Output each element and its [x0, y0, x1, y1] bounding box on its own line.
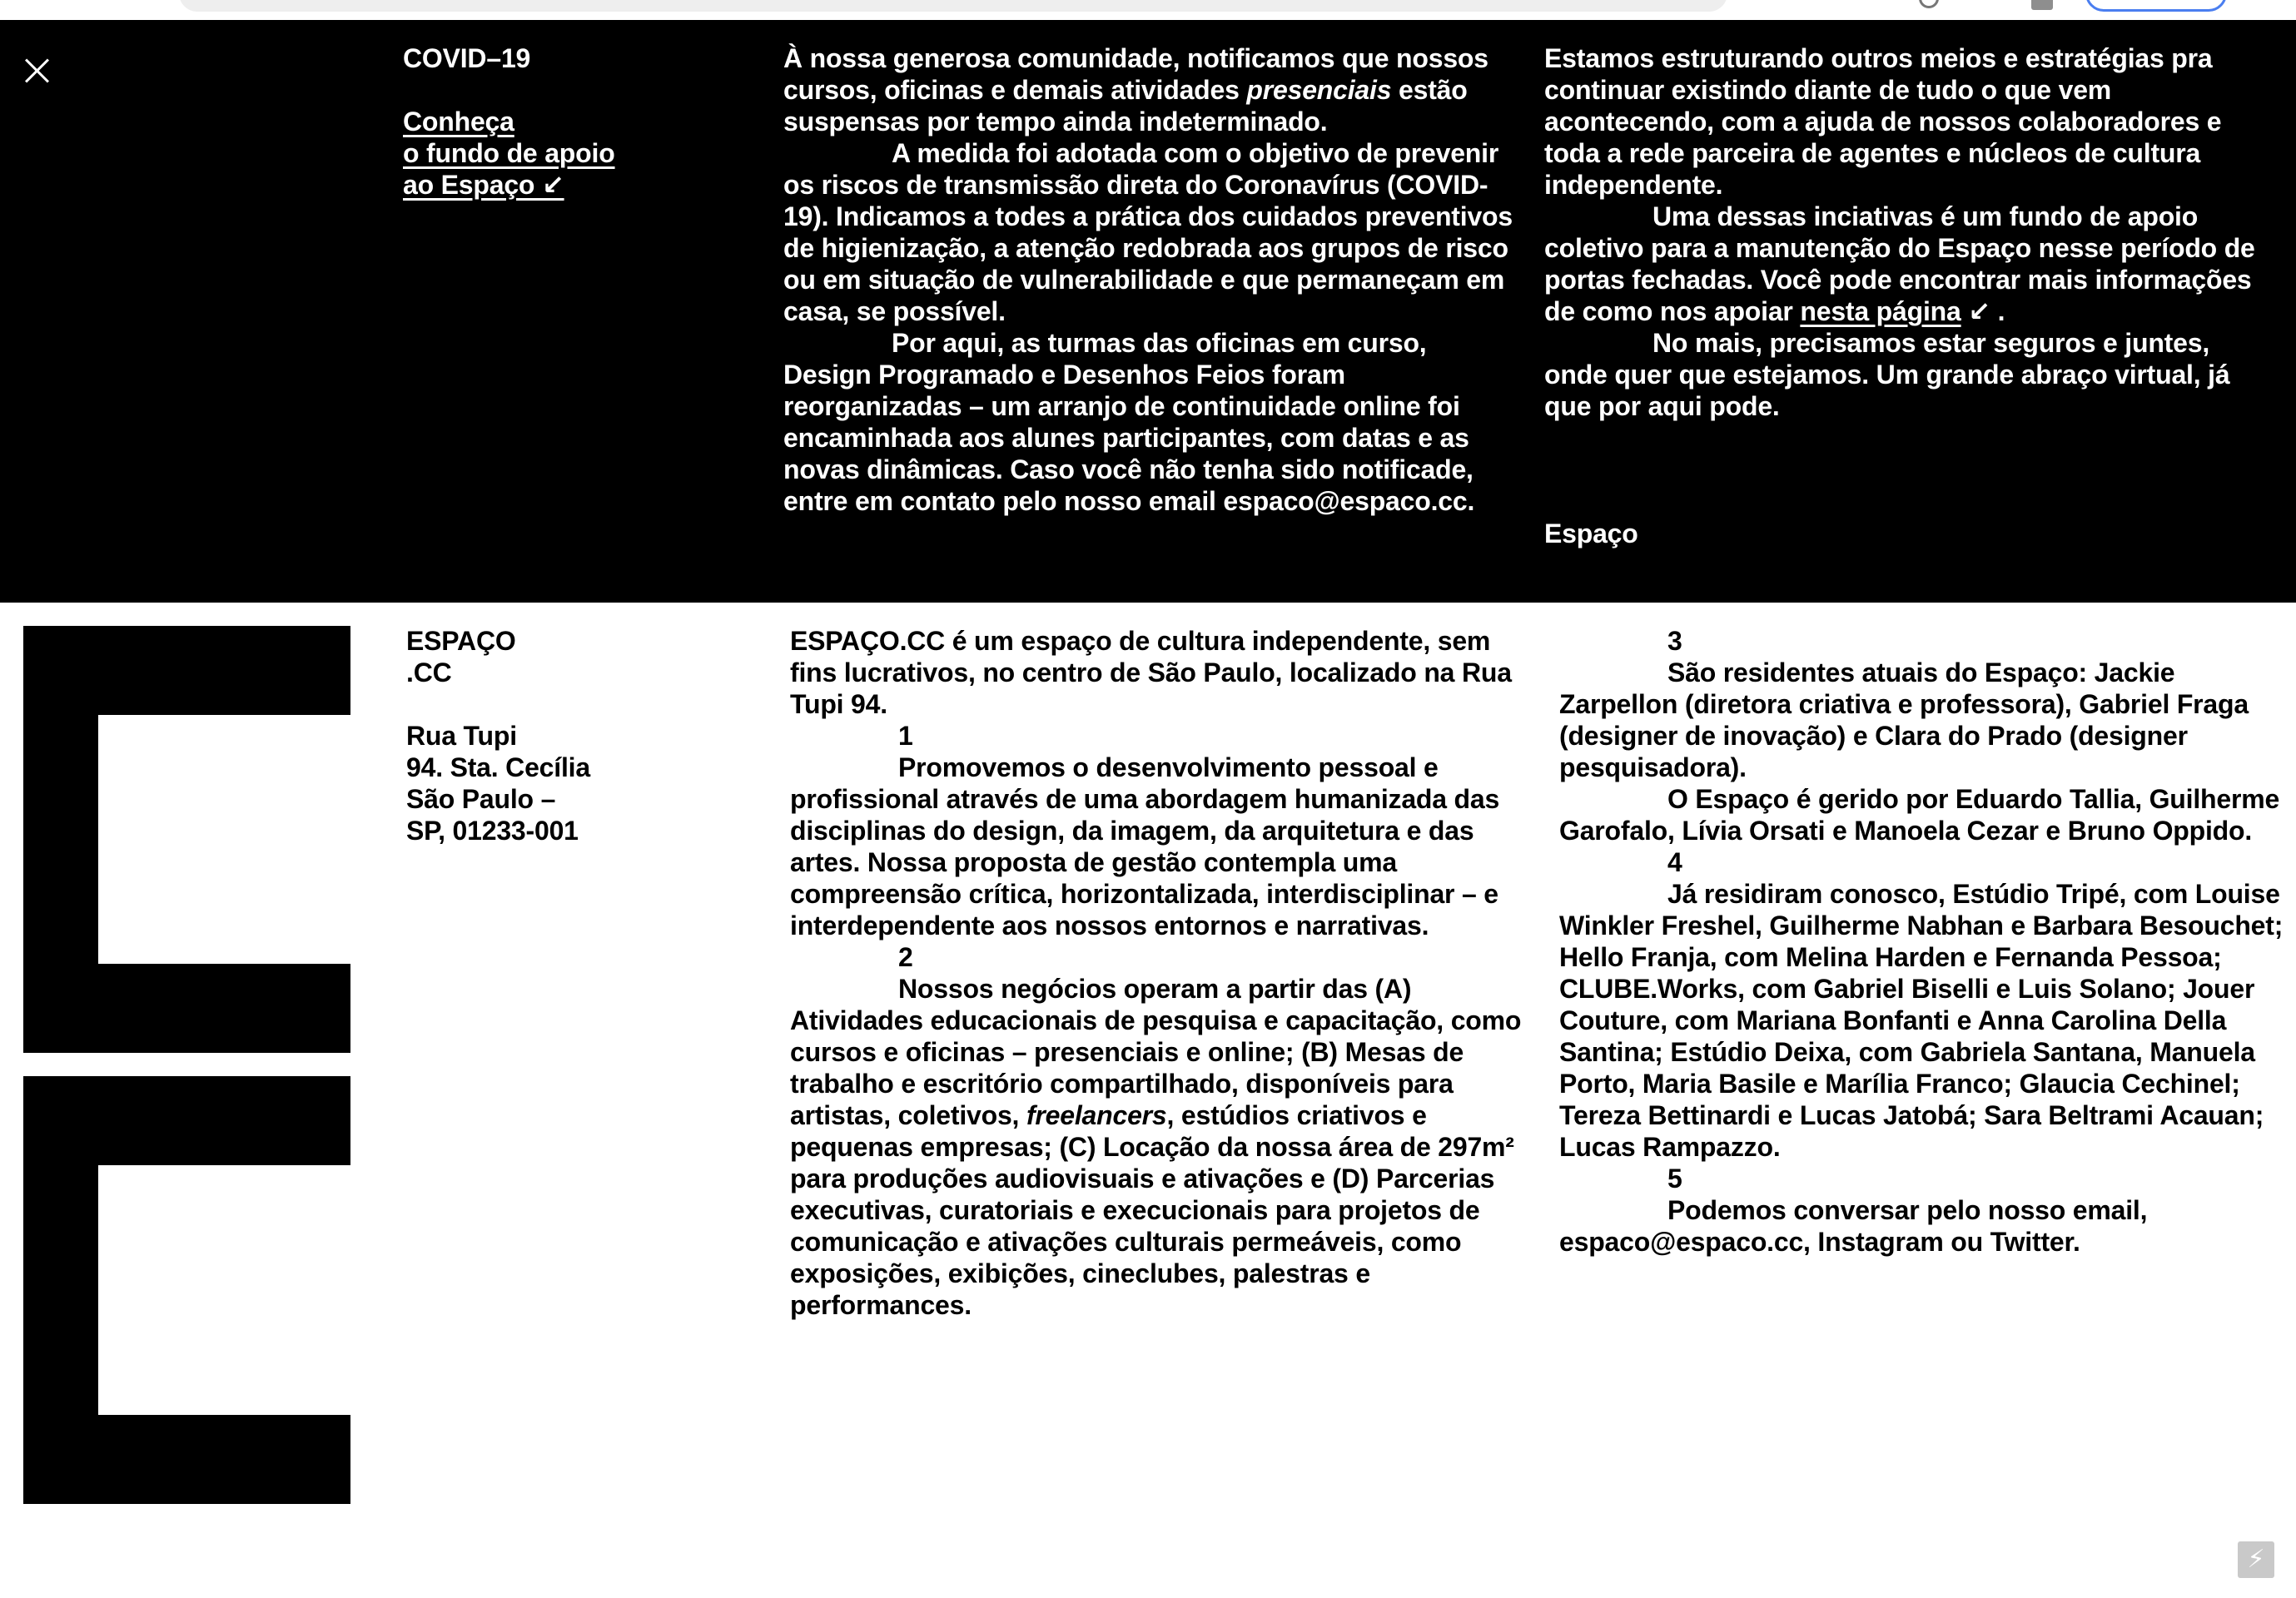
management-paragraph: O Espaço é gerido por Eduardo Tallia, Guilherme Garofalo, Lívia Orsati e Manoela Cezar e Bruno Oppido. [1559, 784, 2280, 846]
about-emphasis: freelancers [1026, 1100, 1167, 1130]
section-number: 1 [898, 721, 913, 751]
notice-emphasis: presenciais [1246, 75, 1392, 105]
about-column [790, 625, 1523, 1321]
contact-paragraph: Podemos conversar pelo nosso email, espaco@espaco.cc, Instagram ou Twitter. [1559, 1195, 2148, 1257]
section-number: 3 [1667, 626, 1682, 656]
support-paragraph: No mais, precisamos estar seguros e juntes, onde quer que estejamos. Um grande abraço virtual, já que por aqui pode. [1544, 328, 2230, 421]
fund-link[interactable] [403, 106, 753, 201]
about-paragraph [790, 973, 1523, 1321]
close-icon[interactable] [23, 57, 50, 84]
brand-name: ESPAÇO [406, 626, 516, 656]
section-number: 4 [1667, 847, 1682, 877]
profile-button[interactable] [2085, 0, 2227, 12]
address-line: Rua Tupi [406, 721, 517, 751]
fund-link-line: ao Espaço ↙ [403, 170, 564, 200]
browser-toolbar [0, 0, 2296, 20]
fund-link-line: o fundo de apoio [403, 138, 615, 168]
extension-badge-icon[interactable] [2031, 0, 2053, 10]
address-column [406, 625, 756, 846]
notice-text: À nossa generosa comunidade, notificamos que nossos cursos, oficinas e demais atividades [783, 43, 1488, 105]
about-text: , estúdios criativos e pequenas empresas; (C) Locação da nossa área de 297m² para produções audiovisuais e ativações e (D) Parcerias executivas, curatoriais e execucionais para projetos de comunicação e ativações culturais permeáveis, como exposições, exibições, cineclubes, palestras e performances. [790, 1100, 1514, 1320]
brand-name: .CC [406, 658, 452, 687]
banner-signature: Espaço [1544, 519, 1638, 548]
notice-paragraph: A medida foi adotada com o objetivo de prevenir os riscos de transmissão direta do Coronavírus (COVID-19). Indicamos a todes a prática dos cuidados preventivos de higienização, a atenção redobrada aos grupos de risco ou em situação de vulnerabilidade e que permaneçam em casa, se possível. [783, 138, 1513, 326]
address-line: SP, 01233-001 [406, 816, 579, 846]
support-paragraph [1544, 201, 2277, 327]
covid-banner [0, 20, 2296, 603]
support-paragraph: Estamos estruturando outros meios e estratégias pra continuar existindo diante de tudo o que vem acontecendo, com a ajuda de nossos colaboradores e toda a rede parceira de agentes e núcleos de cultura independente. [1544, 43, 2222, 200]
support-text: Uma dessas inciativas é um fundo de apoio coletivo para a manutenção do Espaço nesse período de portas fechadas. Você pode encontrar mais informações de como nos apoiar [1544, 201, 2255, 326]
fund-link-line: Conheça [403, 107, 514, 136]
notice-text: estão suspensas por tempo ainda indeterminado. [783, 75, 1468, 136]
notice-paragraph: Por aqui, as turmas das oficinas em curso, Design Programado e Desenhos Feios foram reorganizadas – um arranjo de continuidade online foi encaminhada aos alunes participantes, com datas e as novas dinâmicas. Caso você não tenha sido notificade, entre em contato pelo nosso email espaco@espaco.cc. [783, 328, 1475, 516]
extension-icon[interactable] [1919, 0, 1939, 8]
about-intro: ESPAÇO.CC é um espaço de cultura independente, sem fins lucrativos, no centro de São Paulo, localizado na Rua Tupi 94. [790, 626, 1512, 719]
address-bar[interactable] [179, 0, 1727, 12]
lightning-icon[interactable]: ⚡ [2238, 1541, 2274, 1578]
residents-paragraph: São residentes atuais do Espaço: Jackie Zarpellon (diretora criativa e professora), Gabriel Fraga (designer de inovação) e Clara do Prado (designer pesquisadora). [1559, 658, 2249, 782]
about-text: Nossos negócios operam a partir das (A) Atividades educacionais de pesquisa e capacitação, como cursos e oficinas – presenciais e online; (B) Mesas de trabalho e escritório compartilhado, disponíveis para artistas, coletivos, [790, 974, 1522, 1130]
banner-title-column [403, 42, 753, 201]
banner-title: COVID–19 [403, 43, 531, 73]
support-page-link[interactable]: nesta página [1800, 296, 1961, 326]
address-line: São Paulo – [406, 784, 556, 814]
about-paragraph: Promovemos o desenvolvimento pessoal e profissional através de uma abordagem humanizada das disciplinas do design, da imagem, da arquitetura e das artes. Nossa proposta de gestão contempla uma compreensão crítica, horizontalizada, interdisciplinar – e interdependente aos nossos entornos e narrativas. [790, 752, 1500, 940]
section-number: 2 [898, 942, 913, 972]
residents-column [1559, 625, 2284, 1258]
espaco-logo [23, 626, 350, 1504]
section-number: 5 [1667, 1164, 1682, 1194]
arrow-down-left-icon: ↙ . [1961, 296, 2005, 326]
banner-notice-column [783, 42, 1516, 517]
banner-support-column [1544, 42, 2277, 422]
former-residents-paragraph: Já residiram conosco, Estúdio Tripé, com Louise Winkler Freshel, Guilherme Nabhan e Barbara Besouchet; Hello Franja, com Melina Harden e Fernanda Pessoa; CLUBE.Works, com Gabriel Biselli e Luis Solano; Jouer Couture, com Mariana Bonfanti e Anna Carolina Della Santina; Estúdio Deixa, com Gabriela Santana, Manuela Porto, Maria Basile e Marília Franco; Glaucia Cechinel; Tereza Bettinardi e Lucas Jatobá; Sara Beltrami Acauan; Lucas Rampazzo. [1559, 879, 2284, 1162]
notice-paragraph [783, 42, 1516, 137]
address-line: 94. Sta. Cecília [406, 752, 590, 782]
